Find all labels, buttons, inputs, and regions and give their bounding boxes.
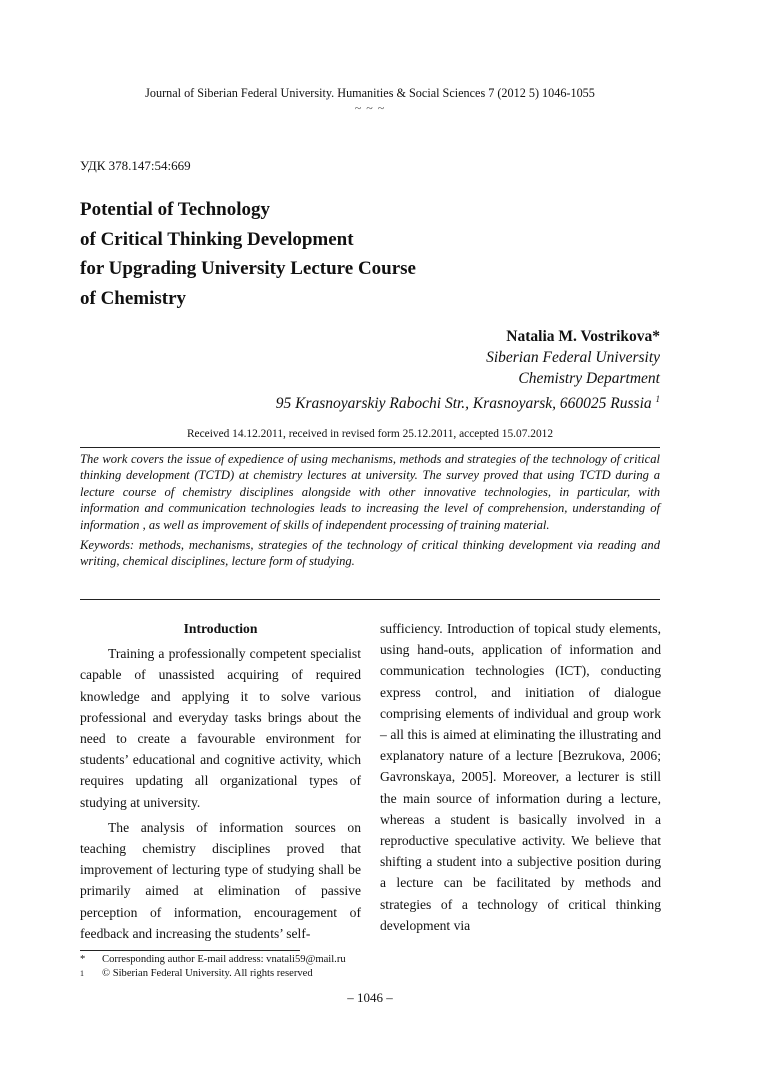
body-paragraph: Training a professionally competent specialist capable of unassisted acquiring of required knowledge and applying it to solve various professional and everyday tasks brings about the need to create a favourable environment for students’ educational and cognitive activity, which requires updating all organizational types of studying at university. [80, 646, 361, 810]
page-number: – 1046 – [347, 990, 393, 1005]
body-paragraph: The analysis of information sources on teaching chemistry disciplines proved that improvement of lecturing type of studying shall be primarily aimed at elimination of passive perception of information, encouragement of feedback and increasing the students’ self- [80, 819, 361, 941]
abstract-block [80, 451, 660, 570]
footnote-mark: * [80, 954, 86, 965]
journal-header: Journal of Siberian Federal University. Humanities & Social Sciences 7 (2012 5) 1046-1055 [145, 86, 595, 100]
body-right-column [380, 618, 661, 936]
affiliation-university: Siberian Federal University [486, 349, 660, 366]
author-name: Natalia M. Vostrikova* [506, 328, 660, 345]
title-line: of Chemistry [80, 287, 187, 309]
paper-title [80, 195, 500, 313]
abstract-text: The work covers the issue of expedience of using mechanisms, methods and strategies of the technology of critical thinking development (TCTD) at chemistry lectures at university. The survey proved that using TCTD during a lecture course of chemistry disciplines alongside with other innovative technologies, in particular, with information and communication technologies leads to increasing the level of comprehension, understanding of information , as well as improvement of skills of independent processing of training material. [80, 452, 660, 532]
title-line: for Upgrading University Lecture Course [80, 258, 416, 279]
introduction-heading: Introduction [183, 621, 258, 636]
body-left-column [80, 618, 361, 944]
footnote [80, 967, 400, 981]
footnotes [80, 953, 400, 981]
address-footnote-mark: 1 [655, 394, 660, 404]
udc-code: УДК 378.147:54:669 [80, 158, 191, 173]
received-dates: Received 14.12.2011, received in revised form 25.12.2011, accepted 15.07.2012 [186, 428, 554, 440]
abstract-top-rule [80, 447, 660, 448]
title-line: Potential of Technology [80, 199, 271, 220]
address-text: 95 Krasnoyarskiy Rabochi Str., Krasnoyarsk, 660025 Russia [275, 395, 652, 413]
author-block [276, 326, 660, 414]
abstract-bottom-rule [80, 599, 660, 600]
title-line: of Critical Thinking Development [80, 228, 354, 250]
footnote-text: Corresponding author E-mail address: vnatali59@mail.ru [102, 954, 346, 965]
affiliation-address [276, 389, 660, 414]
footnote-text: © Siberian Federal University. All rights reserved [102, 968, 313, 979]
footnote-mark: 1 [80, 969, 84, 978]
footnote [80, 953, 400, 967]
keywords: Keywords: methods, mechanisms, strategies of the technology of critical thinking development via reading and writing, chemical disciplines, lecture form of studying. [80, 538, 660, 569]
footnote-rule [80, 950, 300, 951]
body-paragraph: sufficiency. Introduction of topical study elements, using hand-outs, application of information and communication technologies (ICT), conducting express control, and initiation of dialogue comprising elements of individual and group work – all this is aimed at eliminating the illustrating and explanatory nature of a lecture [Bezrukova, 2006; Gavronskaya, 2005]. Moreover, a lecturer is still the main source of information during a lecture, whereas a student is basically involved in a reproductive speculative activity. We believe that shifting a student into a subjective position during a lecture can be facilitated by methods and strategies of a technology of critical thinking development via [380, 621, 661, 933]
header-separator: ~ ~ ~ [354, 101, 386, 115]
affiliation-department: Chemistry Department [518, 370, 660, 387]
